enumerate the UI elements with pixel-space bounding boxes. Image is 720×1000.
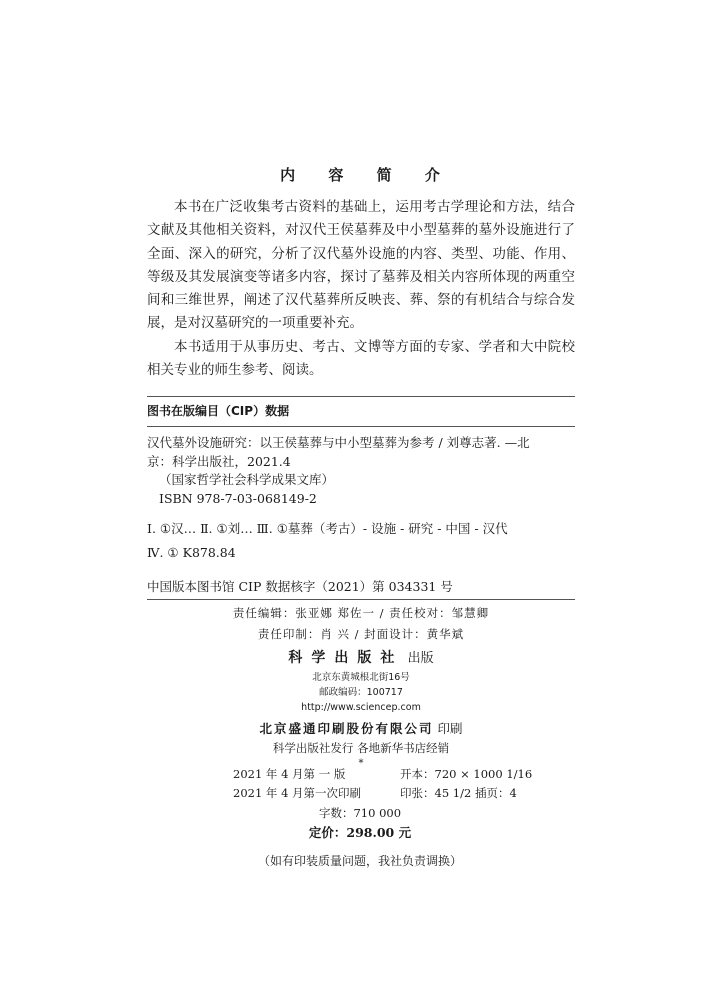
summary-paragraph-2: 本书适用于从事历史、考古、文博等方面的专家、学者和大中院校相关专业的师生参考、阅读。 (147, 338, 575, 379)
edition: 2021 年 4 月第 一 版 (233, 767, 346, 781)
separator-star: * (358, 758, 364, 769)
summary-heading: 内 容 简 介 (280, 166, 454, 184)
cip-classification-line: Ⅳ. ① K878.84 (147, 545, 236, 560)
cip-record-line: （国家哲学社会科学成果文库） (159, 472, 335, 487)
cip-record-line: 京：科学出版社，2021.4 (147, 453, 291, 469)
publisher-website: http://www.sciencep.com (301, 702, 421, 713)
printer-line (147, 719, 575, 739)
cip-record-line: 汉代墓外设施研究：以王侯墓葬与中小型墓葬为参考 / 刘尊志著. —北 (147, 435, 530, 450)
staff-line-2: 责任印制：肖 兴 / 封面设计：黄华斌 (257, 627, 465, 641)
publisher-postcode: 邮政编码：100717 (319, 687, 403, 698)
word-count: 字数：710 000 (318, 806, 402, 820)
printer-suffix: 印刷 (437, 721, 463, 736)
cip-record-line: ISBN 978-7-03-068149-2 (159, 490, 317, 506)
quality-notice: （如有印装质量问题，我社负责调换） (257, 854, 462, 868)
publisher-line (147, 647, 575, 670)
spec-row (0, 766, 720, 785)
price: 定价：298.00 元 (308, 825, 412, 840)
divider-bottom (147, 599, 575, 600)
summary-paragraph-1: 本书在广泛收集考古资料的基础上，运用考古学理论和方法，结合文献及其他相关资料，对汉代王侯墓葬及中小型墓葬的墓外设施进行了全面、深入的研究，分析了汉代墓外设施的内容、类型、功能、作用、等级及其发展演变等诸多内容，探讨了墓葬及相关内容所体现的两重空间和三维世界，阐述了汉代墓葬所反映丧、葬、祭的有机结合与综合发展，是对汉墓研究的一项重要补充。 (147, 199, 575, 332)
staff-line-1: 责任编辑：张亚娜 郑佐一 / 责任校对：邹慧卿 (232, 606, 490, 620)
sheets: 印张：45 1/2 插页：4 (400, 786, 517, 800)
printer-name: 北京盛通印刷股份有限公司 (259, 721, 434, 736)
cip-classification-line: Ⅰ. ①汉… Ⅱ. ①刘… Ⅲ. ①墓葬（考古）- 设施 - 研究 - 中国 - 汉代 (147, 521, 508, 536)
cip-verification: 中国版本图书馆 CIP 数据核字（2021）第 034331 号 (147, 579, 453, 594)
book-specs (0, 766, 720, 871)
format: 开本：720 × 1000 1/16 (400, 767, 533, 781)
distribution: 科学出版社发行 各地新华书店经销 (272, 741, 450, 755)
imprint (147, 603, 575, 769)
publisher-name: 科学出版社 (288, 650, 404, 666)
summary-text (147, 196, 575, 382)
publisher-address: 北京东黄城根北街16号 (312, 672, 410, 683)
cip-classification (147, 517, 575, 565)
spec-row (0, 785, 720, 804)
cip-record (147, 434, 575, 508)
cip-heading: 图书在版编目（CIP）数据 (147, 404, 290, 418)
printing: 2021 年 4 月第一次印刷 (233, 786, 362, 800)
publisher-suffix: 出版 (407, 651, 434, 666)
divider-cip (147, 426, 575, 427)
divider-top (147, 396, 575, 397)
